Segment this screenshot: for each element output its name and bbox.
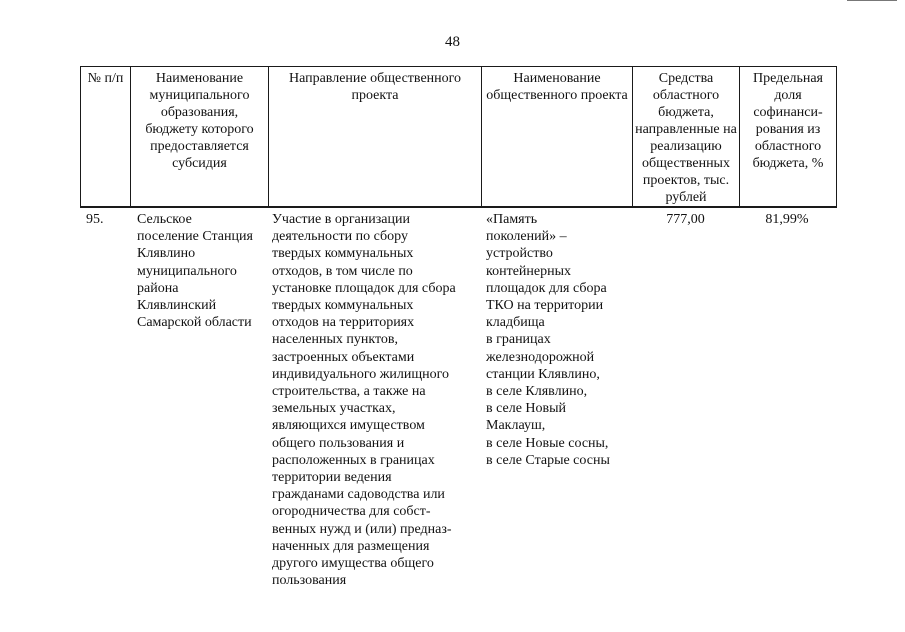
cell-line: Участие в организации (272, 212, 410, 227)
cell-line: Самарской области (137, 315, 252, 331)
cell-line: муниципального (137, 263, 237, 279)
table-row (80, 208, 837, 608)
page-number: 48 (445, 34, 460, 50)
cell-line: поселение Станция (137, 229, 253, 245)
cell-line: наченных для размещения (272, 538, 430, 554)
cell-line: в селе Новый (486, 401, 567, 417)
cell-line: твердых коммунальных (272, 298, 414, 314)
cell-line: Сельское (137, 212, 192, 227)
cell-line: района (137, 280, 179, 296)
cell-line: в селе Новые сосны, (486, 435, 609, 451)
row-funds: 777,00 (666, 212, 705, 227)
cell-line: отходов, в том числе по (272, 263, 413, 279)
cell-line: устройство (486, 246, 553, 262)
row-number: 95. (86, 212, 104, 227)
cell-line: твердых коммунальных (272, 246, 414, 262)
cell-line: застроенных объектами (272, 349, 415, 365)
cell-line: в границах (486, 332, 551, 348)
row-direction (268, 211, 481, 589)
cell-line: установке площадок для сбора (272, 280, 456, 296)
cell-line: Клявлино (137, 246, 196, 262)
cell-line: земельных участках, (272, 401, 396, 417)
row-share: 81,99% (765, 212, 809, 227)
corner-mark (847, 0, 897, 1)
header-municipality: Наименование муниципального образования, бюджету которого предоставляется субсидия (131, 67, 269, 206)
cell-line: строительства, а также на (272, 384, 426, 400)
cell-line: территории ведения (272, 470, 392, 486)
cell-line: железнодорожной (486, 349, 595, 365)
cell-line: в селе Клявлино, (486, 384, 588, 400)
header-project: Наименование общественного проекта (482, 67, 633, 206)
subsidy-table (80, 66, 837, 608)
header-share: Предельная доля софинанси-рования из областного бюджета, % (752, 71, 824, 171)
cell-line: огородничества для собст- (272, 504, 431, 520)
cell-line: населенных пунктов, (272, 332, 399, 348)
cell-line: другого имущества общего (272, 556, 434, 572)
cell-line: являющихся имуществом (272, 418, 425, 434)
cell-line: индивидуального жилищного (272, 366, 450, 382)
cell-line: гражданами садоводства или (272, 487, 445, 503)
cell-line: Маклауш, (486, 418, 546, 434)
header-number: № п/п (81, 67, 131, 206)
cell-line: площадок для сбора (486, 280, 607, 296)
cell-line: станции Клявлино, (486, 366, 600, 382)
cell-line: отходов на территориях (272, 315, 415, 331)
cell-line: расположенных в границах (272, 452, 435, 468)
cell-line: общего пользования и (272, 435, 405, 451)
cell-line: кладбища (486, 315, 545, 331)
cell-line: деятельности по сбору (272, 229, 408, 245)
cell-line: «Память (486, 212, 538, 227)
row-project (481, 211, 632, 469)
cell-line: ТКО на территории (486, 298, 604, 314)
cell-line: в селе Старые сосны (486, 452, 610, 468)
row-municipality (130, 211, 268, 331)
cell-line: пользования (272, 573, 347, 589)
cell-line: Клявлинский (137, 298, 217, 314)
cell-line: контейнерных (486, 263, 572, 279)
header-direction: Направление общественного проекта (269, 67, 482, 206)
header-funds: Средства областного бюджета, направленные на реализацию общественных проектов, тыс. рублей (633, 67, 740, 206)
cell-line: венных нужд и (или) предназ- (272, 521, 452, 537)
cell-line: поколений» – (486, 229, 567, 245)
table-header (80, 66, 837, 208)
